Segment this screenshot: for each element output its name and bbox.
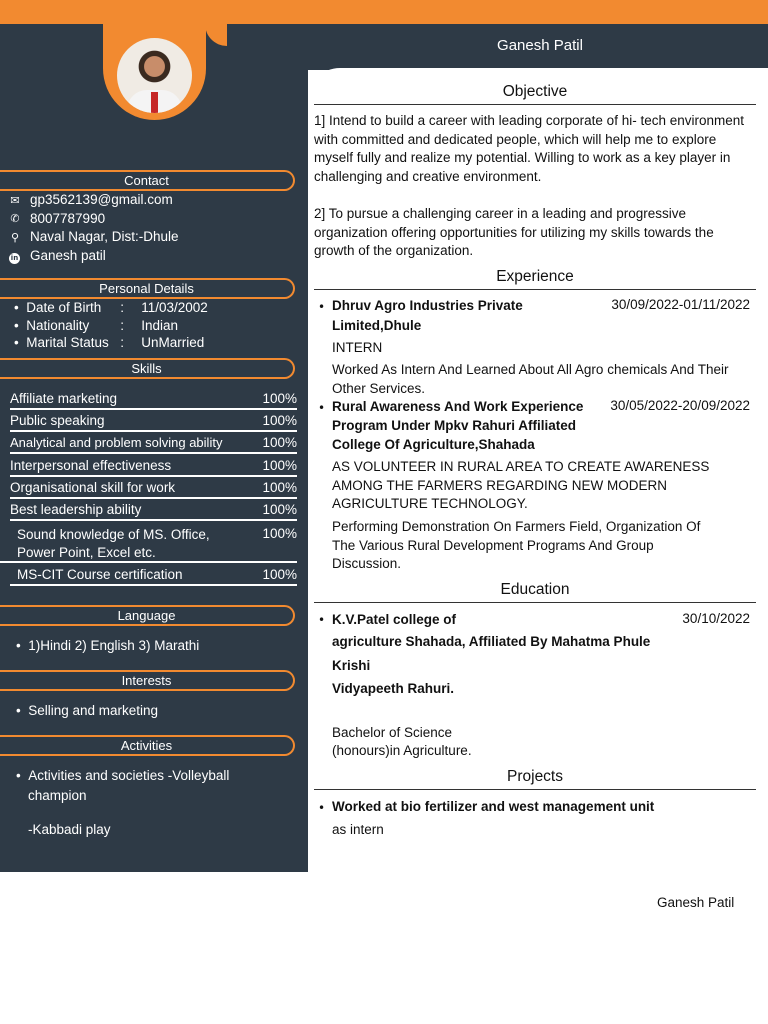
- nationality-value: Indian: [141, 318, 179, 333]
- experience-org-line: College Of Agriculture,Shahada: [332, 437, 535, 452]
- contact-phone[interactable]: 8007787990: [30, 211, 106, 226]
- education-institution-line: Vidyapeeth Rahuri.: [332, 681, 455, 696]
- location-icon: ⚲: [10, 231, 20, 244]
- personal-details-heading: Personal Details: [0, 278, 295, 299]
- photo-tie: [151, 92, 158, 113]
- skill-name: Affiliate marketing: [10, 391, 118, 406]
- experience-description: Worked As Intern And Learned About All Agro chemicals And Their Other Services.: [332, 362, 729, 396]
- nationality-label: Nationality: [26, 318, 90, 333]
- marital-value: UnMarried: [141, 335, 205, 350]
- interests-text: Selling and marketing: [28, 703, 159, 718]
- contact-heading: Contact: [0, 170, 295, 191]
- skill-percent: 100%: [262, 435, 297, 450]
- dob-value: 11/03/2002: [141, 300, 208, 315]
- interests-item: • Selling and marketing: [16, 703, 159, 718]
- bullet-icon: •: [318, 801, 326, 815]
- skill-row: [10, 501, 297, 521]
- language-item: • 1)Hindi 2) English 3) Marathi: [16, 638, 200, 653]
- experience-org-line: Limited,Dhule: [332, 318, 422, 333]
- dob-label: Date of Birth: [26, 300, 102, 315]
- linkedin-icon: in: [10, 254, 19, 262]
- skill-row: [10, 566, 297, 586]
- skill-percent: 100%: [262, 502, 297, 517]
- experience-description: Performing Demonstration On Farmers Field, Organization Of The Various Rural Development Programs And Group Discussion.: [332, 519, 701, 571]
- language-heading: Language: [0, 605, 295, 626]
- personal-row-nationality: • Nationality : Indian: [14, 318, 179, 333]
- education-heading: Education: [314, 581, 756, 603]
- contact-linkedin[interactable]: Ganesh patil: [30, 248, 106, 263]
- personal-row-marital: • Marital Status : UnMarried: [14, 335, 205, 350]
- skills-heading: Skills: [0, 358, 295, 379]
- skill-percent: 100%: [262, 413, 297, 428]
- candidate-name: Ganesh Patil: [497, 37, 583, 54]
- skill-name: Public speaking: [10, 413, 105, 428]
- experience-org-line: Program Under Mpkv Rahuri Affiliated: [332, 418, 577, 433]
- activities-extra: -Kabbadi play: [28, 822, 111, 837]
- top-accent-bar: [0, 0, 768, 24]
- skill-name: Best leadership ability: [10, 502, 142, 517]
- objective-paragraph-1: 1] Intend to build a career with leading corporate of hi- tech environment with committed and dedicated people, which will help me to explore myself fully and realize my potential. Willing to work as a key player in challenging and creative environment.: [314, 113, 745, 184]
- experience-heading: Experience: [314, 268, 756, 290]
- skill-row: [10, 412, 297, 432]
- experience-dates: 30/09/2022-01/11/2022: [611, 297, 750, 312]
- education-date: 30/10/2022: [682, 611, 750, 626]
- skill-percent: 100%: [262, 567, 297, 582]
- skill-row: [10, 390, 297, 410]
- education-degree: Bachelor of Science: [332, 725, 453, 740]
- mail-icon: ✉: [10, 194, 20, 207]
- projects-heading: Projects: [314, 768, 756, 790]
- contact-address: Naval Nagar, Dist:-Dhule: [30, 229, 179, 244]
- marital-label: Marital Status: [26, 335, 109, 350]
- activities-heading: Activities: [0, 735, 295, 756]
- interests-heading: Interests: [0, 670, 295, 691]
- language-text: 1)Hindi 2) English 3) Marathi: [28, 638, 200, 653]
- education-institution-line: K.V.Patel college of: [332, 612, 457, 627]
- skill-row: [10, 479, 297, 499]
- skill-percent: 100%: [262, 391, 297, 406]
- bullet-icon: •: [318, 613, 326, 627]
- personal-row-dob: • Date of Birth : 11/03/2002: [14, 300, 208, 315]
- experience-dates: 30/05/2022-20/09/2022: [610, 398, 750, 413]
- project-line: as intern: [332, 822, 384, 837]
- experience-role: INTERN: [332, 340, 383, 355]
- activities-item: • Activities and societies -Volleyball champion: [16, 768, 230, 803]
- project-line: Worked at bio fertilizer and west management unit: [332, 799, 655, 814]
- experience-org-line: Rural Awareness And Work Experience: [332, 399, 584, 414]
- skill-row: [0, 525, 297, 563]
- skill-name: Organisational skill for work: [10, 480, 176, 495]
- experience-description: AS VOLUNTEER IN RURAL AREA TO CREATE AWARENESS AMONG THE FARMERS REGARDING NEW MODERN AGRICULTURE TECHNOLOGY.: [332, 459, 710, 511]
- skill-name: Interpersonal effectiveness: [10, 458, 172, 473]
- skill-percent: 100%: [262, 526, 297, 541]
- contact-email[interactable]: gp3562139@gmail.com: [30, 192, 173, 207]
- skill-name: Analytical and problem solving ability: [10, 435, 223, 450]
- skill-row: [10, 457, 297, 477]
- skill-name: MS-CIT Course certification: [17, 567, 183, 582]
- skill-percent: 100%: [262, 458, 297, 473]
- experience-org-line: Dhruv Agro Industries Private: [332, 298, 523, 313]
- education-institution-line: agriculture Shahada, Affiliated By Mahatma Phule: [332, 634, 651, 649]
- profile-photo: [117, 38, 192, 113]
- objective-paragraph-2: 2] To pursue a challenging career in a leading and progressive organization offering opportunities for utilizing my skills towards the growth of the organization.: [314, 206, 714, 258]
- signature-name: Ganesh Patil: [657, 895, 735, 910]
- education-institution-line: Krishi: [332, 658, 371, 673]
- bullet-icon: •: [318, 300, 326, 314]
- skill-row: [10, 434, 297, 454]
- activities-text: Activities and societies -Volleyball champion: [28, 768, 230, 803]
- skill-percent: 100%: [262, 480, 297, 495]
- phone-icon: ✆: [10, 212, 20, 225]
- bullet-icon: •: [318, 401, 326, 415]
- objective-heading: Objective: [314, 83, 756, 105]
- education-degree: (honours)in Agriculture.: [332, 743, 472, 758]
- skill-name: Sound knowledge of MS. Office, Power Point, Excel etc.: [17, 527, 210, 560]
